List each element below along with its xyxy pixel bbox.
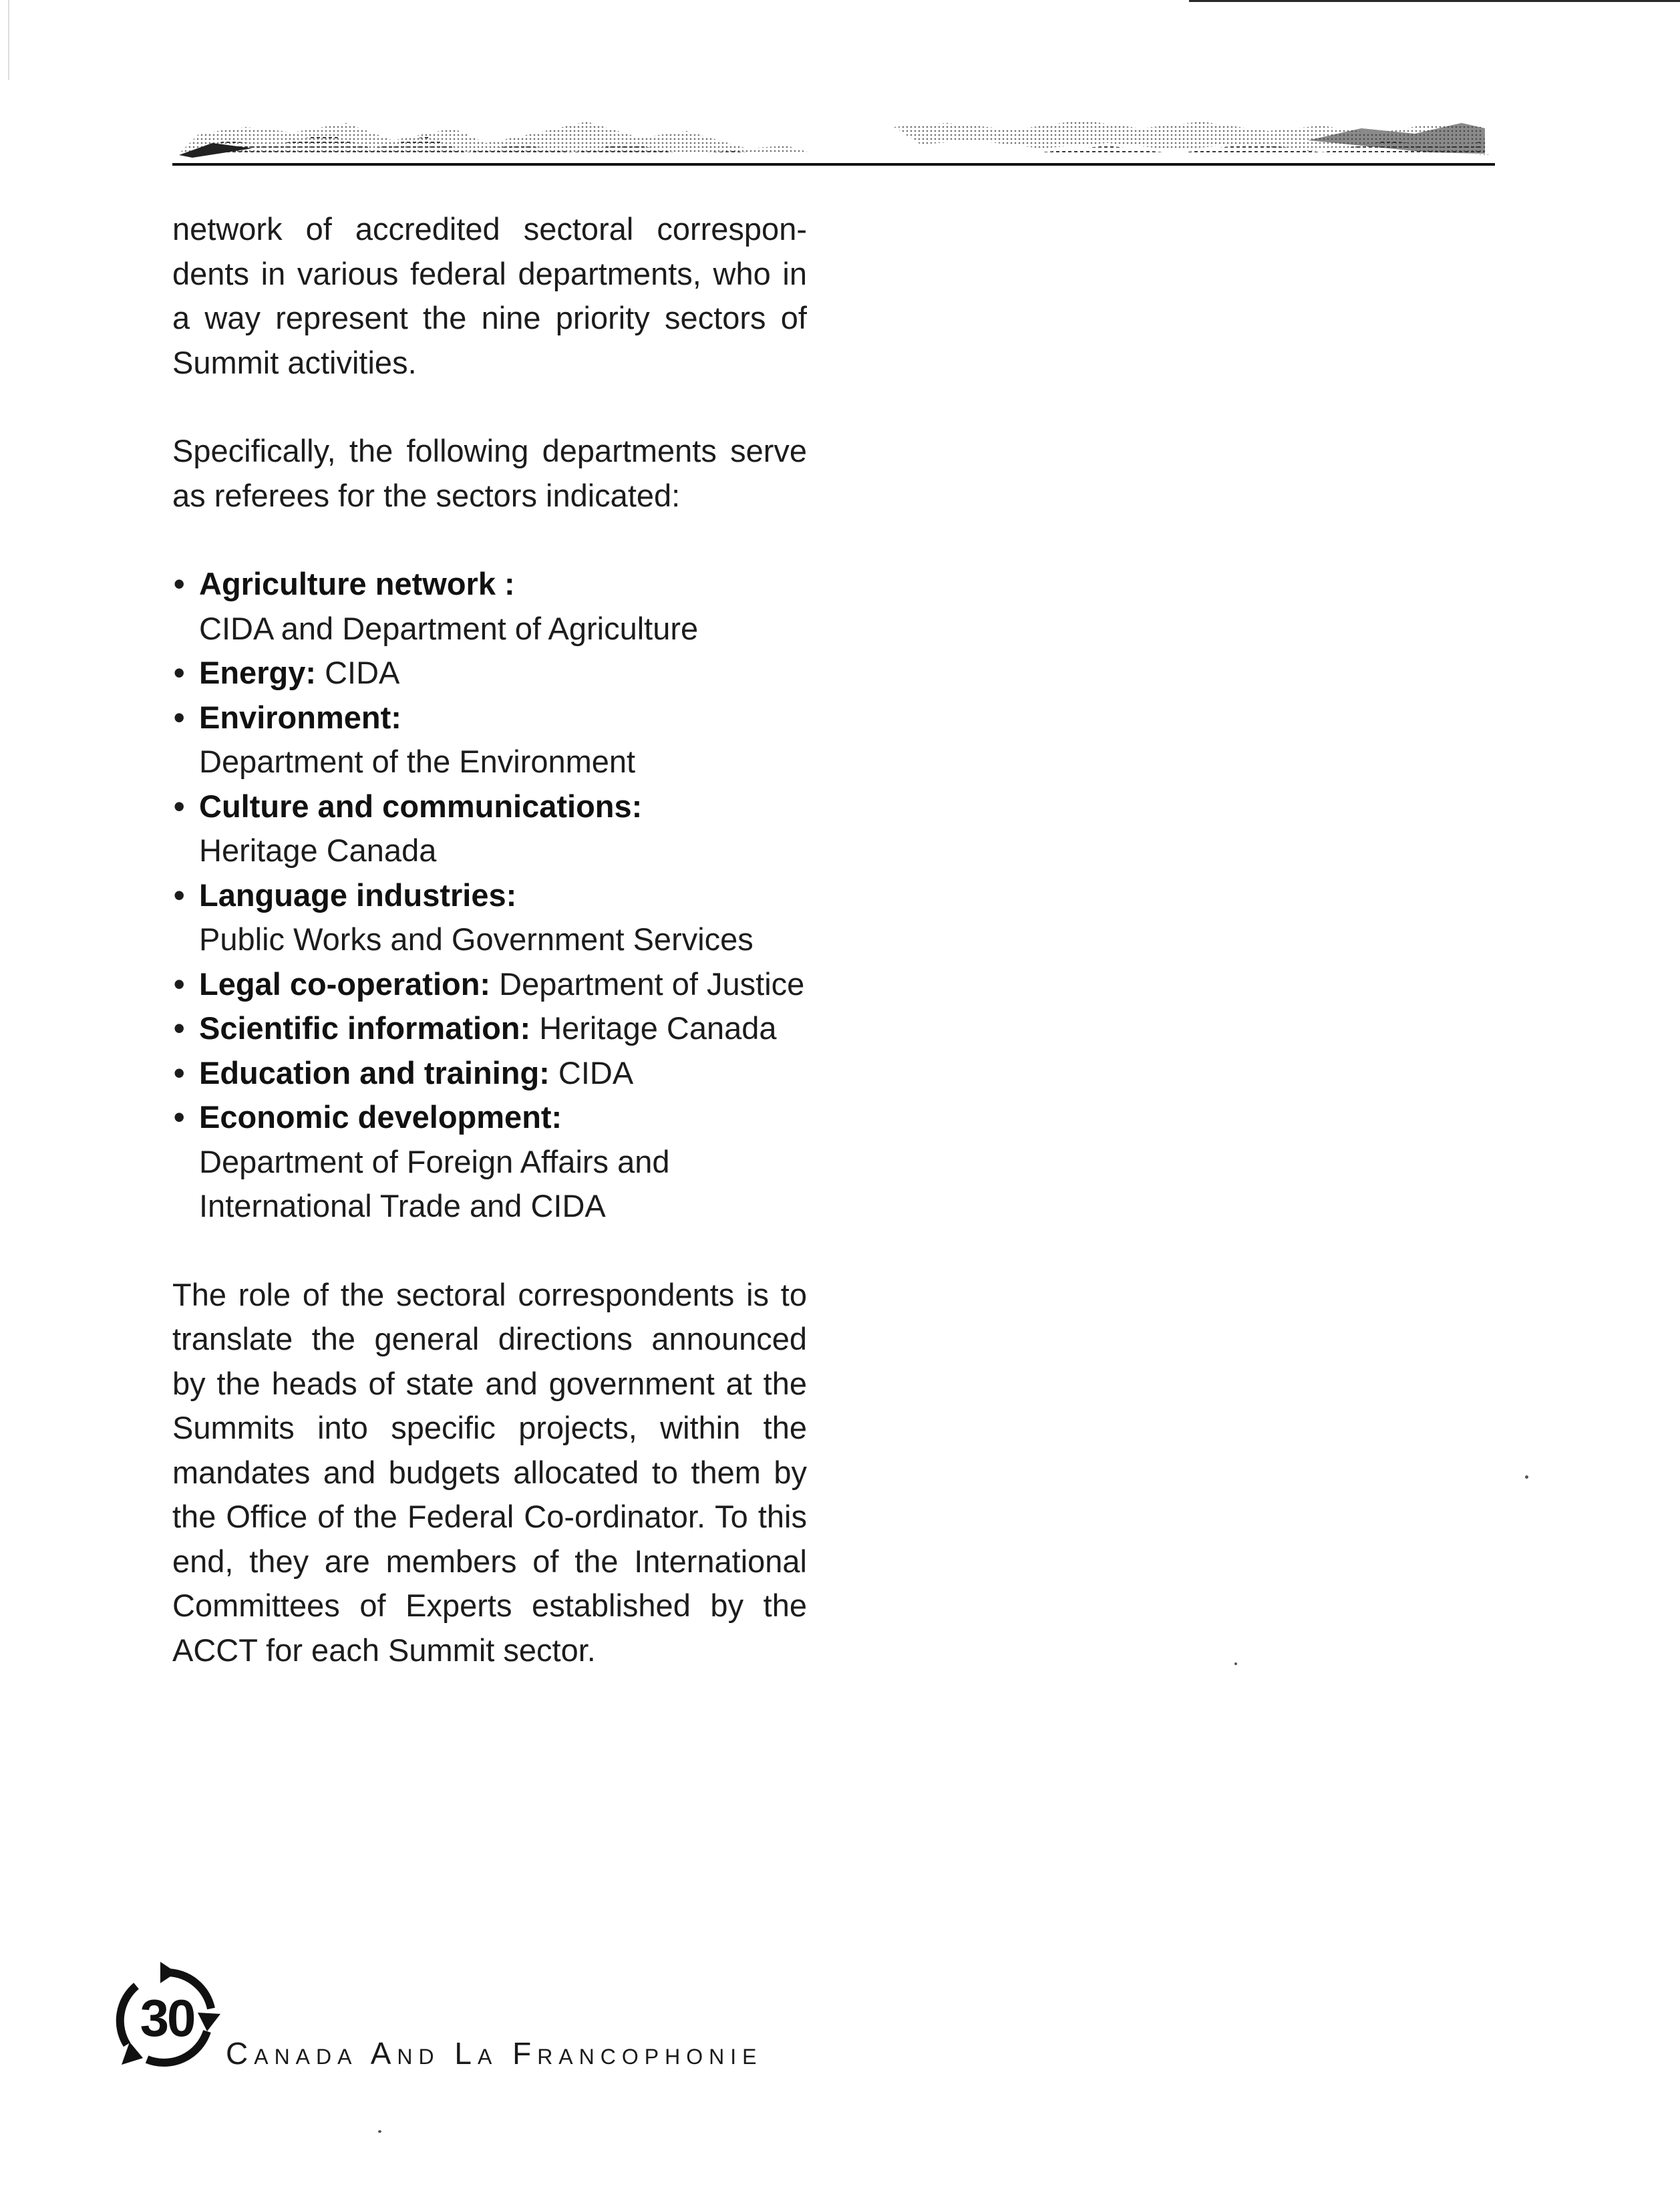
list-item xyxy=(172,651,807,696)
list-item xyxy=(172,1051,807,1096)
bullet-icon: • xyxy=(174,566,185,601)
bullet-icon: • xyxy=(174,877,185,913)
list-item xyxy=(172,696,807,784)
sector-term: Environment: xyxy=(199,699,401,735)
decorative-header-band xyxy=(172,114,1495,167)
bullet-icon: • xyxy=(174,1054,185,1090)
running-title: Canada And La Francophonie xyxy=(226,2036,763,2071)
main-text-column xyxy=(172,207,807,1672)
sector-detail: Heritage Canada xyxy=(199,833,437,868)
page-number: 30 xyxy=(140,1989,194,2047)
page-footer xyxy=(107,1958,842,2078)
scan-speck xyxy=(378,2130,381,2133)
sector-term: Agriculture network : xyxy=(199,566,515,601)
scan-edge-left xyxy=(8,0,9,80)
sector-detail: Department of the Environment xyxy=(199,744,636,779)
scan-edge-top xyxy=(1189,0,1680,2)
scan-speck xyxy=(1234,1662,1237,1665)
sector-term: Education and training: xyxy=(199,1054,550,1090)
sector-term: Language industries: xyxy=(199,877,517,913)
list-item xyxy=(172,962,807,1007)
sector-list xyxy=(172,562,807,1229)
list-item xyxy=(172,1006,807,1051)
sector-detail: Department of Justice xyxy=(499,966,805,1002)
sector-detail: CIDA and Department of Agriculture xyxy=(199,610,699,646)
list-item xyxy=(172,1095,807,1229)
list-item xyxy=(172,562,807,651)
scan-speck xyxy=(1525,1475,1528,1479)
sector-term: Scientific information: xyxy=(199,1010,531,1046)
specifically-paragraph: Specifically, the following departments serve as referees for the sectors indicated: xyxy=(172,433,807,513)
bullet-icon: • xyxy=(174,655,185,690)
sector-detail: Public Works and Government Services xyxy=(199,921,753,957)
sector-term: Energy: xyxy=(199,655,316,690)
halftone-band-icon xyxy=(172,114,1495,167)
list-item xyxy=(172,873,807,962)
sector-detail: CIDA xyxy=(325,655,400,690)
sector-term: Culture and communications: xyxy=(199,788,643,824)
bullet-icon: • xyxy=(174,1010,185,1046)
sector-term: Economic development: xyxy=(199,1099,562,1135)
bullet-icon: • xyxy=(174,1099,185,1135)
bullet-icon: • xyxy=(174,788,185,824)
role-paragraph: The role of the sectoral correspondents is to translate the general directions announced by the heads of state and government at the Summits into specific projects, within the mandates and budgets allocated to them by the Office of the Federal Co-ordinator. To this end, they are members of the International Committees of Experts established by the ACCT for each Summit sector. xyxy=(172,1276,807,1668)
sector-detail: Department of Foreign Affairs and International Trade and CIDA xyxy=(199,1143,670,1223)
list-item xyxy=(172,784,807,873)
sector-detail: Heritage Canada xyxy=(539,1010,777,1046)
bullet-icon: • xyxy=(174,699,185,735)
sector-term: Legal co-operation: xyxy=(199,966,491,1002)
page-badge xyxy=(107,1958,227,2078)
intro-paragraph: network of accredited sectoral correspon-dents in various federal departments, who in a way represent the nine priority sectors of Summit activities. xyxy=(172,211,807,380)
sector-detail: CIDA xyxy=(558,1054,634,1090)
bullet-icon: • xyxy=(174,966,185,1002)
